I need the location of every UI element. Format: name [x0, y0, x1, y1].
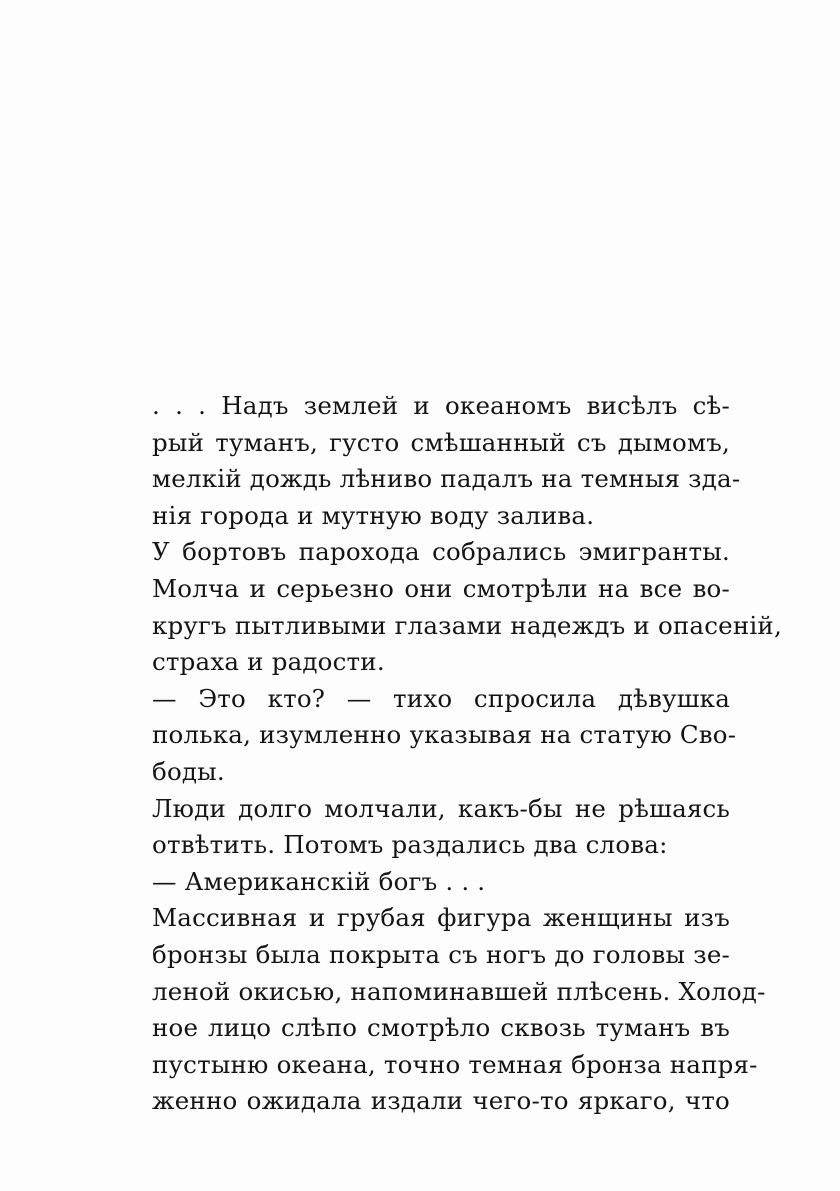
- text-line: кругъ пытливыми глазами надеждъ и опасеній,: [152, 610, 782, 640]
- text-line: — Это кто? — тихо спросила дѣвушка: [152, 683, 730, 713]
- text-line: отвѣтить. Потомъ раздались два слова:: [152, 830, 668, 860]
- text-line: полька, изумленно указывая на статую Сво-: [152, 720, 737, 750]
- paragraph-5: [152, 864, 730, 901]
- paragraph-2: [152, 534, 782, 680]
- text-line: мелкій дождь лѣниво падалъ на темныя зда-: [152, 464, 741, 494]
- text-line: рый туманъ, густо смѣшанный съ дымомъ,: [152, 427, 730, 457]
- text-line: нія города и мутную воду залива.: [152, 500, 595, 530]
- text-line: . . . Надъ землей и океаномъ висѣлъ сѣ-: [152, 391, 730, 420]
- text-line: пустыню океана, точно темная бронза напря-: [152, 1049, 758, 1079]
- paragraph-3: [152, 681, 737, 791]
- text-line: Массивная и грубая фигура женщины изъ: [152, 903, 730, 933]
- text-line: бронзы была покрыта съ ногъ до головы зе-: [152, 939, 730, 969]
- text-line: леной окисью, напоминавшей плѣсень. Холод-: [152, 976, 766, 1006]
- text-line: боды.: [152, 756, 225, 786]
- text-line: ное лицо слѣпо смотрѣло сквозь туманъ въ: [152, 1013, 730, 1043]
- text-line: женно ожидала издали чего-то яркаго, что: [152, 1086, 730, 1116]
- paragraph-4: [152, 791, 730, 864]
- text-line: страха и радости.: [152, 647, 385, 677]
- text-line: Молча и серьезно они смотрѣли на все во-: [152, 573, 730, 603]
- text-line: — Американскій богъ . . .: [152, 866, 486, 896]
- text-line: Люди долго молчали, какъ-бы не рѣшаясь: [152, 793, 730, 823]
- text-line: У бортовъ парохода собрались эмигранты.: [152, 537, 730, 567]
- paragraph-6: [152, 900, 766, 1120]
- page-text: [152, 388, 782, 1120]
- paragraph-1: [152, 388, 741, 534]
